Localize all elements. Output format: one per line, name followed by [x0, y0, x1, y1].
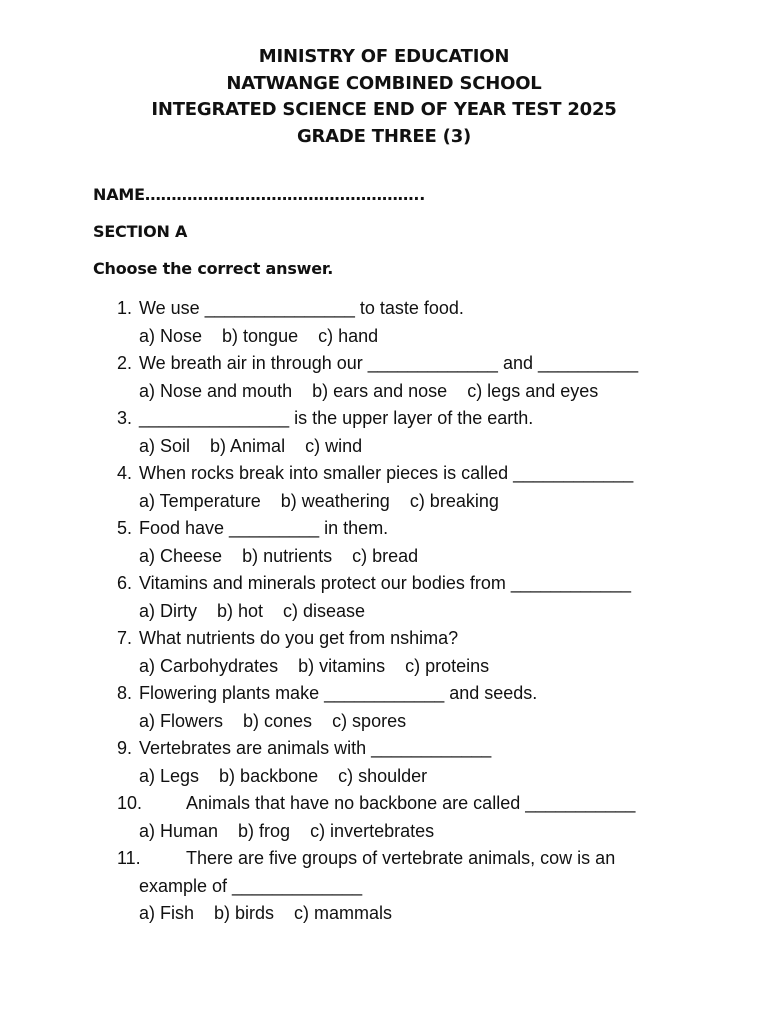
question-2-options — [0, 378, 768, 406]
school-name: NATWANGE COMBINED SCHOOL — [226, 72, 542, 94]
instructions: Choose the correct answer. — [93, 259, 334, 278]
question-text: Food have _________ in them. — [139, 518, 389, 538]
option-c: c) bread — [352, 545, 419, 566]
option-b: b) Animal — [210, 435, 286, 456]
question-6 — [0, 570, 768, 598]
question-9-options — [0, 763, 768, 791]
option-a: a) Carbohydrates — [139, 655, 279, 676]
question-number: 10. — [117, 793, 143, 813]
question-number: 11. — [117, 848, 141, 868]
document-header — [0, 44, 768, 150]
question-4 — [0, 460, 768, 488]
question-11-options — [0, 900, 768, 928]
option-a: a) Human — [139, 820, 219, 841]
question-1 — [0, 295, 768, 323]
ministry-title: MINISTRY OF EDUCATION — [258, 46, 510, 67]
question-4-options — [0, 488, 768, 516]
question-7 — [0, 625, 768, 653]
option-c: c) shoulder — [338, 765, 428, 786]
question-text: We use _______________ to taste food. — [139, 298, 464, 318]
option-c: c) proteins — [405, 655, 490, 676]
option-b: b) hot — [217, 600, 264, 621]
section-heading: SECTION A — [93, 222, 188, 241]
option-a: a) Nose — [139, 325, 203, 346]
option-a: a) Dirty — [139, 600, 197, 621]
option-b: b) ears and nose — [312, 380, 448, 401]
question-11-continued — [0, 873, 768, 901]
option-c: c) invertebrates — [310, 820, 435, 841]
option-c: c) legs and eyes — [467, 380, 599, 401]
option-b: b) vitamins — [298, 655, 386, 676]
question-number: 3. — [116, 408, 132, 428]
question-text: Vitamins and minerals protect our bodies from ____________ — [139, 573, 631, 593]
question-text-continued: example of _____________ — [139, 875, 363, 896]
question-number: 4. — [116, 463, 132, 483]
question-text: We breath air in through our _____________ and __________ — [139, 353, 639, 373]
question-number: 9. — [116, 738, 132, 758]
option-c: c) hand — [318, 325, 379, 346]
question-3 — [0, 405, 768, 433]
option-a: a) Cheese — [139, 545, 223, 566]
option-b: b) backbone — [219, 765, 319, 786]
option-a: a) Flowers — [139, 710, 224, 731]
option-c: c) wind — [305, 435, 363, 456]
option-b: b) tongue — [222, 325, 299, 346]
option-c: c) spores — [332, 710, 407, 731]
question-3-options — [0, 433, 768, 461]
question-6-options — [0, 598, 768, 626]
question-list — [0, 295, 768, 928]
option-a: a) Temperature — [139, 490, 261, 511]
question-number: 1. — [116, 298, 132, 318]
question-10 — [0, 790, 768, 818]
option-a: a) Nose and mouth — [139, 380, 293, 401]
test-title: INTEGRATED SCIENCE END OF YEAR TEST 2025 — [151, 99, 617, 120]
question-text: Vertebrates are animals with ____________ — [139, 738, 492, 758]
question-5 — [0, 515, 768, 543]
question-number: 6. — [116, 573, 132, 593]
question-number: 5. — [116, 518, 132, 538]
question-text: _______________ is the upper layer of the earth. — [139, 408, 534, 428]
option-b: b) cones — [243, 710, 313, 731]
option-b: b) nutrients — [242, 545, 333, 566]
question-5-options — [0, 543, 768, 571]
option-b: b) frog — [238, 820, 291, 841]
name-field-line: NAME…………………………………………….. — [93, 185, 426, 204]
option-b: b) birds — [214, 903, 275, 923]
question-number: 8. — [116, 683, 132, 703]
question-text: Animals that have no backbone are called ___________ — [186, 793, 636, 813]
question-1-options — [0, 323, 768, 351]
question-8 — [0, 680, 768, 708]
grade-label: GRADE THREE (3) — [296, 125, 472, 147]
question-number: 2. — [116, 353, 132, 373]
question-text: Flowering plants make ____________ and seeds. — [139, 683, 538, 703]
question-11 — [0, 845, 768, 873]
question-8-options — [0, 708, 768, 736]
option-a: a) Soil — [139, 435, 191, 456]
option-c: c) disease — [283, 600, 366, 621]
question-7-options — [0, 653, 768, 681]
question-text: There are five groups of vertebrate animals, cow is an — [186, 848, 616, 868]
option-c: c) mammals — [294, 903, 393, 923]
option-b: b) weathering — [280, 490, 390, 511]
question-2 — [0, 350, 768, 378]
question-text: What nutrients do you get from nshima? — [139, 628, 459, 648]
question-number: 7. — [116, 628, 132, 648]
question-text: When rocks break into smaller pieces is called ____________ — [139, 463, 634, 483]
option-a: a) Fish — [139, 903, 195, 923]
option-c: c) breaking — [409, 490, 499, 511]
question-9 — [0, 735, 768, 763]
question-10-options — [0, 818, 768, 846]
option-a: a) Legs — [139, 765, 200, 786]
